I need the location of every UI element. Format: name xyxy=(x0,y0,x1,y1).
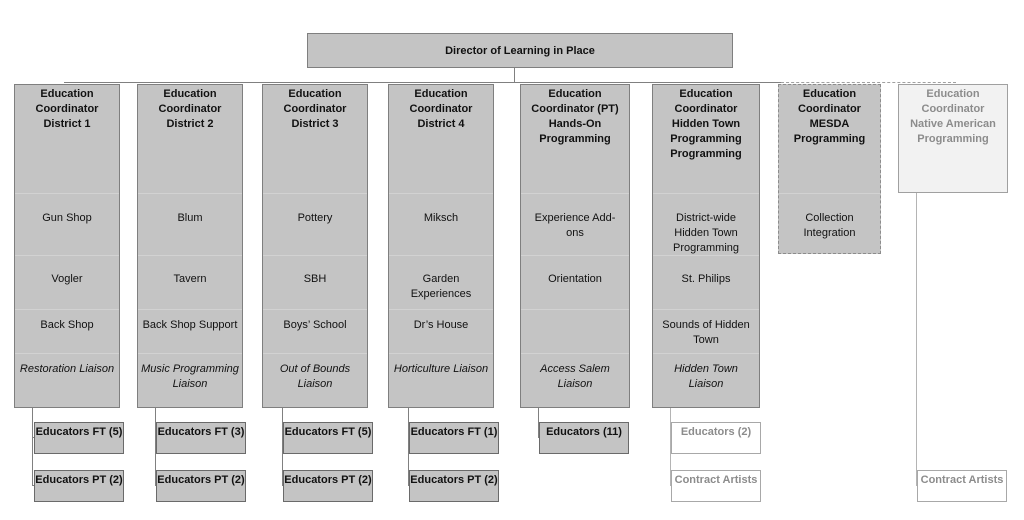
row-divider xyxy=(263,309,367,310)
coordinator-title: Education Coordinator District 2 xyxy=(158,88,222,130)
coordinator-title: Education Coordinator District 1 xyxy=(35,88,99,130)
row-divider xyxy=(389,353,493,354)
coordinator-district-1 xyxy=(14,84,120,408)
director-title: Director of Learning in Place xyxy=(445,45,595,57)
educators-ft-d3: Educators FT (5) xyxy=(283,422,373,454)
educators-ft-d2: Educators FT (3) xyxy=(156,422,246,454)
coordinator-district-4 xyxy=(388,84,494,408)
site-collection-integration: Collection Integration xyxy=(803,212,856,239)
educators-ft-d4: Educators FT (1) xyxy=(409,422,499,454)
educators-pt-d3: Educators PT (2) xyxy=(283,470,373,502)
site-back-shop-support: Back Shop Support xyxy=(142,319,238,331)
coordinator-title: Education Coordinator District 4 xyxy=(409,88,473,130)
contract-artists-hidden-town: Contract Artists xyxy=(671,470,761,502)
director-connector xyxy=(514,68,515,82)
coordinator-hands-on xyxy=(520,84,630,408)
liaison-role: Horticulture Liaison xyxy=(393,363,489,375)
site-miksch: Miksch xyxy=(423,212,459,224)
row-divider xyxy=(653,193,759,194)
educators-ft-d1: Educators FT (5) xyxy=(34,422,124,454)
row-divider xyxy=(263,255,367,256)
site-boys-school: Boys’ School xyxy=(283,319,347,331)
row-divider xyxy=(15,353,119,354)
coordinator-bar xyxy=(64,82,781,83)
liaison-role: Restoration Liaison xyxy=(19,363,115,375)
coordinator-district-2 xyxy=(137,84,243,408)
educators-pt-d4: Educators PT (2) xyxy=(409,470,499,502)
row-divider xyxy=(653,353,759,354)
coordinator-hidden-town xyxy=(652,84,760,408)
educators-hands-on: Educators (11) xyxy=(539,422,629,454)
staff-connector-native xyxy=(916,193,917,486)
row-divider xyxy=(138,309,242,310)
row-divider xyxy=(521,309,629,310)
educators-hidden-town: Educators (2) xyxy=(671,422,761,454)
coordinator-district-3 xyxy=(262,84,368,408)
coordinator-title: Education Coordinator Hidden Town Programming Programming xyxy=(670,88,742,160)
row-divider xyxy=(138,255,242,256)
row-divider xyxy=(779,193,880,194)
row-divider xyxy=(653,309,759,310)
site-sbh: SBH xyxy=(303,273,327,285)
staff-connector-d1 xyxy=(32,408,33,486)
coordinator-mesda xyxy=(778,84,881,254)
row-divider xyxy=(138,353,242,354)
coordinator-title: Education Coordinator (PT) Hands-On Programming xyxy=(531,88,619,145)
site-gun-shop: Gun Shop xyxy=(42,212,92,224)
liaison-role: Music Programming Liaison xyxy=(141,363,239,390)
row-divider xyxy=(653,255,759,256)
row-divider xyxy=(521,193,629,194)
director-box xyxy=(307,33,733,68)
site-orientation: Orientation xyxy=(548,273,602,285)
site-back-shop: Back Shop xyxy=(40,319,94,331)
educators-pt-d2: Educators PT (2) xyxy=(156,470,246,502)
coordinator-bar-dashed xyxy=(781,82,956,83)
row-divider xyxy=(389,255,493,256)
row-divider xyxy=(263,353,367,354)
coordinator-native-american xyxy=(898,84,1008,193)
row-divider xyxy=(138,193,242,194)
educators-pt-d1: Educators PT (2) xyxy=(34,470,124,502)
site-garden-experiences: Garden Experiences xyxy=(410,273,472,300)
site-experience-add-ons: Experience Add-ons xyxy=(534,212,616,239)
site-pottery: Pottery xyxy=(297,212,333,224)
contract-artists-native: Contract Artists xyxy=(917,470,1007,502)
site-blum: Blum xyxy=(177,212,203,224)
site-sounds-of-hidden-town: Sounds of Hidden Town xyxy=(662,319,750,346)
coordinator-title: Education Coordinator District 3 xyxy=(283,88,347,130)
row-divider xyxy=(521,255,629,256)
coordinator-title: Education Coordinator Native American Programming xyxy=(910,88,996,145)
site-vogler: Vogler xyxy=(51,273,83,285)
site-tavern: Tavern xyxy=(173,273,207,285)
site-district-wide-hidden-town: District-wide Hidden Town Programming xyxy=(672,212,740,254)
liaison-role: Access Salem Liaison xyxy=(540,363,610,390)
liaison-role: Out of Bounds Liaison xyxy=(279,363,351,390)
row-divider xyxy=(521,353,629,354)
row-divider xyxy=(389,193,493,194)
row-divider xyxy=(389,309,493,310)
site-st-philips: St. Philips xyxy=(681,273,731,285)
coordinator-title: Education Coordinator MESDA Programming xyxy=(793,88,866,145)
row-divider xyxy=(263,193,367,194)
site-drs-house: Dr’s House xyxy=(413,319,469,331)
row-divider xyxy=(15,309,119,310)
row-divider xyxy=(15,193,119,194)
row-divider xyxy=(15,255,119,256)
liaison-role: Hidden Town Liaison xyxy=(674,363,738,390)
